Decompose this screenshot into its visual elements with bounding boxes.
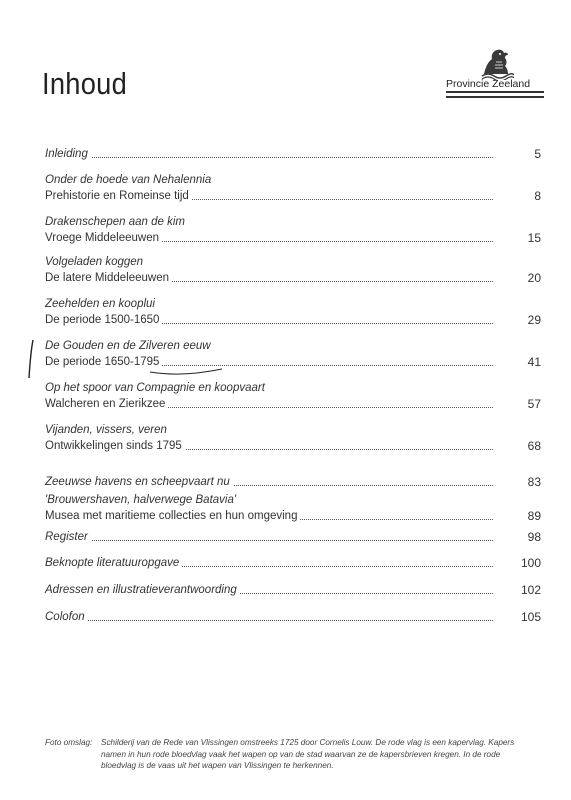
page-number: 102 bbox=[520, 583, 541, 597]
toc-entry bbox=[45, 380, 541, 412]
chapter-subtitle: Walcheren en Zierikzee bbox=[45, 396, 168, 412]
toc-line bbox=[45, 582, 541, 598]
page-title: Inhoud bbox=[42, 66, 128, 101]
page-number: 89 bbox=[527, 509, 541, 523]
toc-line bbox=[45, 312, 541, 328]
page-number: 100 bbox=[520, 556, 541, 570]
toc-title: Colofon bbox=[45, 609, 88, 625]
logo-text: Provincie Zeeland bbox=[446, 78, 531, 90]
toc-line bbox=[45, 555, 541, 571]
page-number: 105 bbox=[520, 610, 541, 624]
logo-rule bbox=[446, 96, 544, 98]
toc-entry bbox=[45, 172, 541, 204]
chapter-subtitle: Prehistorie en Romeinse tijd bbox=[45, 188, 192, 204]
toc-entry bbox=[45, 582, 541, 598]
toc-title: Register bbox=[45, 529, 91, 545]
caption-text: Schilderij van de Rede van Vlissingen omstreeks 1725 door Cornelis Louw. De rode vlag is een kapervlag. Kapers namen in hun rode bloedvlag vaak het wapen op van de stad waarvan ze de kapersbrieven kregen. In de rode bloedvlag is de vaas uit het wapen van Vlissingen te herkennen. bbox=[101, 738, 515, 770]
toc-entry bbox=[45, 474, 541, 490]
chapter-title: Op het spoor van Compagnie en koopvaart bbox=[45, 382, 265, 394]
toc-line bbox=[45, 508, 541, 524]
leader-dots bbox=[45, 540, 493, 541]
chapter-title: Onder de hoede van Nehalennia bbox=[45, 174, 212, 186]
toc-title: Beknopte literatuuropgave bbox=[45, 555, 182, 571]
chapter-subtitle: De periode 1650-1795 bbox=[45, 354, 162, 370]
toc-entry bbox=[45, 146, 541, 162]
sea-lion-crest-icon bbox=[478, 44, 514, 80]
chapter-title: Zeehelden en kooplui bbox=[45, 298, 155, 310]
caption-label: Foto omslag: bbox=[45, 738, 93, 747]
toc-entry bbox=[45, 214, 541, 246]
toc-line bbox=[45, 146, 541, 162]
page-number: 8 bbox=[534, 189, 541, 203]
toc-line bbox=[45, 474, 541, 490]
toc-entry bbox=[45, 555, 541, 571]
margin-pen-mark bbox=[24, 338, 38, 382]
page-number: 41 bbox=[527, 355, 541, 369]
page-number: 98 bbox=[527, 530, 541, 544]
underline-pen-mark bbox=[148, 366, 226, 378]
toc-line bbox=[45, 354, 541, 370]
toc-line bbox=[45, 529, 541, 545]
chapter-title: De Gouden en de Zilveren eeuw bbox=[45, 340, 211, 352]
chapter-subtitle: De periode 1500-1650 bbox=[45, 312, 162, 328]
chapter-subtitle: Ontwikkelingen sinds 1795 bbox=[45, 438, 185, 454]
toc-line bbox=[45, 270, 541, 286]
chapter-title: Vijanden, vissers, veren bbox=[45, 424, 167, 436]
toc-entry bbox=[45, 254, 541, 286]
toc-line bbox=[45, 438, 541, 454]
page-number: 57 bbox=[527, 397, 541, 411]
page-number: 5 bbox=[534, 147, 541, 161]
toc-entry bbox=[45, 296, 541, 328]
page-number: 29 bbox=[527, 313, 541, 327]
leader-dots bbox=[45, 620, 493, 621]
logo-rule bbox=[446, 91, 544, 93]
toc-title: Adressen en illustratieverantwoording bbox=[45, 582, 240, 598]
toc-entry bbox=[45, 422, 541, 454]
toc-entry bbox=[45, 609, 541, 625]
chapter-title: Volgeladen koggen bbox=[45, 256, 144, 268]
page-number: 83 bbox=[527, 475, 541, 489]
page-number: 15 bbox=[527, 231, 541, 245]
toc-line bbox=[45, 230, 541, 246]
toc-line bbox=[45, 396, 541, 412]
toc-title: Inleiding bbox=[45, 146, 91, 162]
toc-line bbox=[45, 609, 541, 625]
chapter-subtitle: De latere Middeleeuwen bbox=[45, 270, 172, 286]
toc-entry bbox=[45, 338, 541, 370]
page-number: 20 bbox=[527, 271, 541, 285]
page-number: 68 bbox=[527, 439, 541, 453]
provincie-zeeland-logo bbox=[446, 44, 546, 100]
chapter-title: Drakenschepen aan de kim bbox=[45, 216, 185, 228]
chapter-subtitle: Musea met maritieme collecties en hun omgeving bbox=[45, 508, 300, 524]
toc-entry bbox=[45, 492, 541, 524]
toc-entry bbox=[45, 529, 541, 545]
toc-title: Zeeuwse havens en scheepvaart nu bbox=[45, 474, 233, 490]
leader-dots bbox=[45, 157, 493, 158]
toc-line bbox=[45, 188, 541, 204]
chapter-subtitle: Vroege Middeleeuwen bbox=[45, 230, 162, 246]
chapter-title: 'Brouwershaven, halverwege Batavia' bbox=[45, 494, 237, 506]
